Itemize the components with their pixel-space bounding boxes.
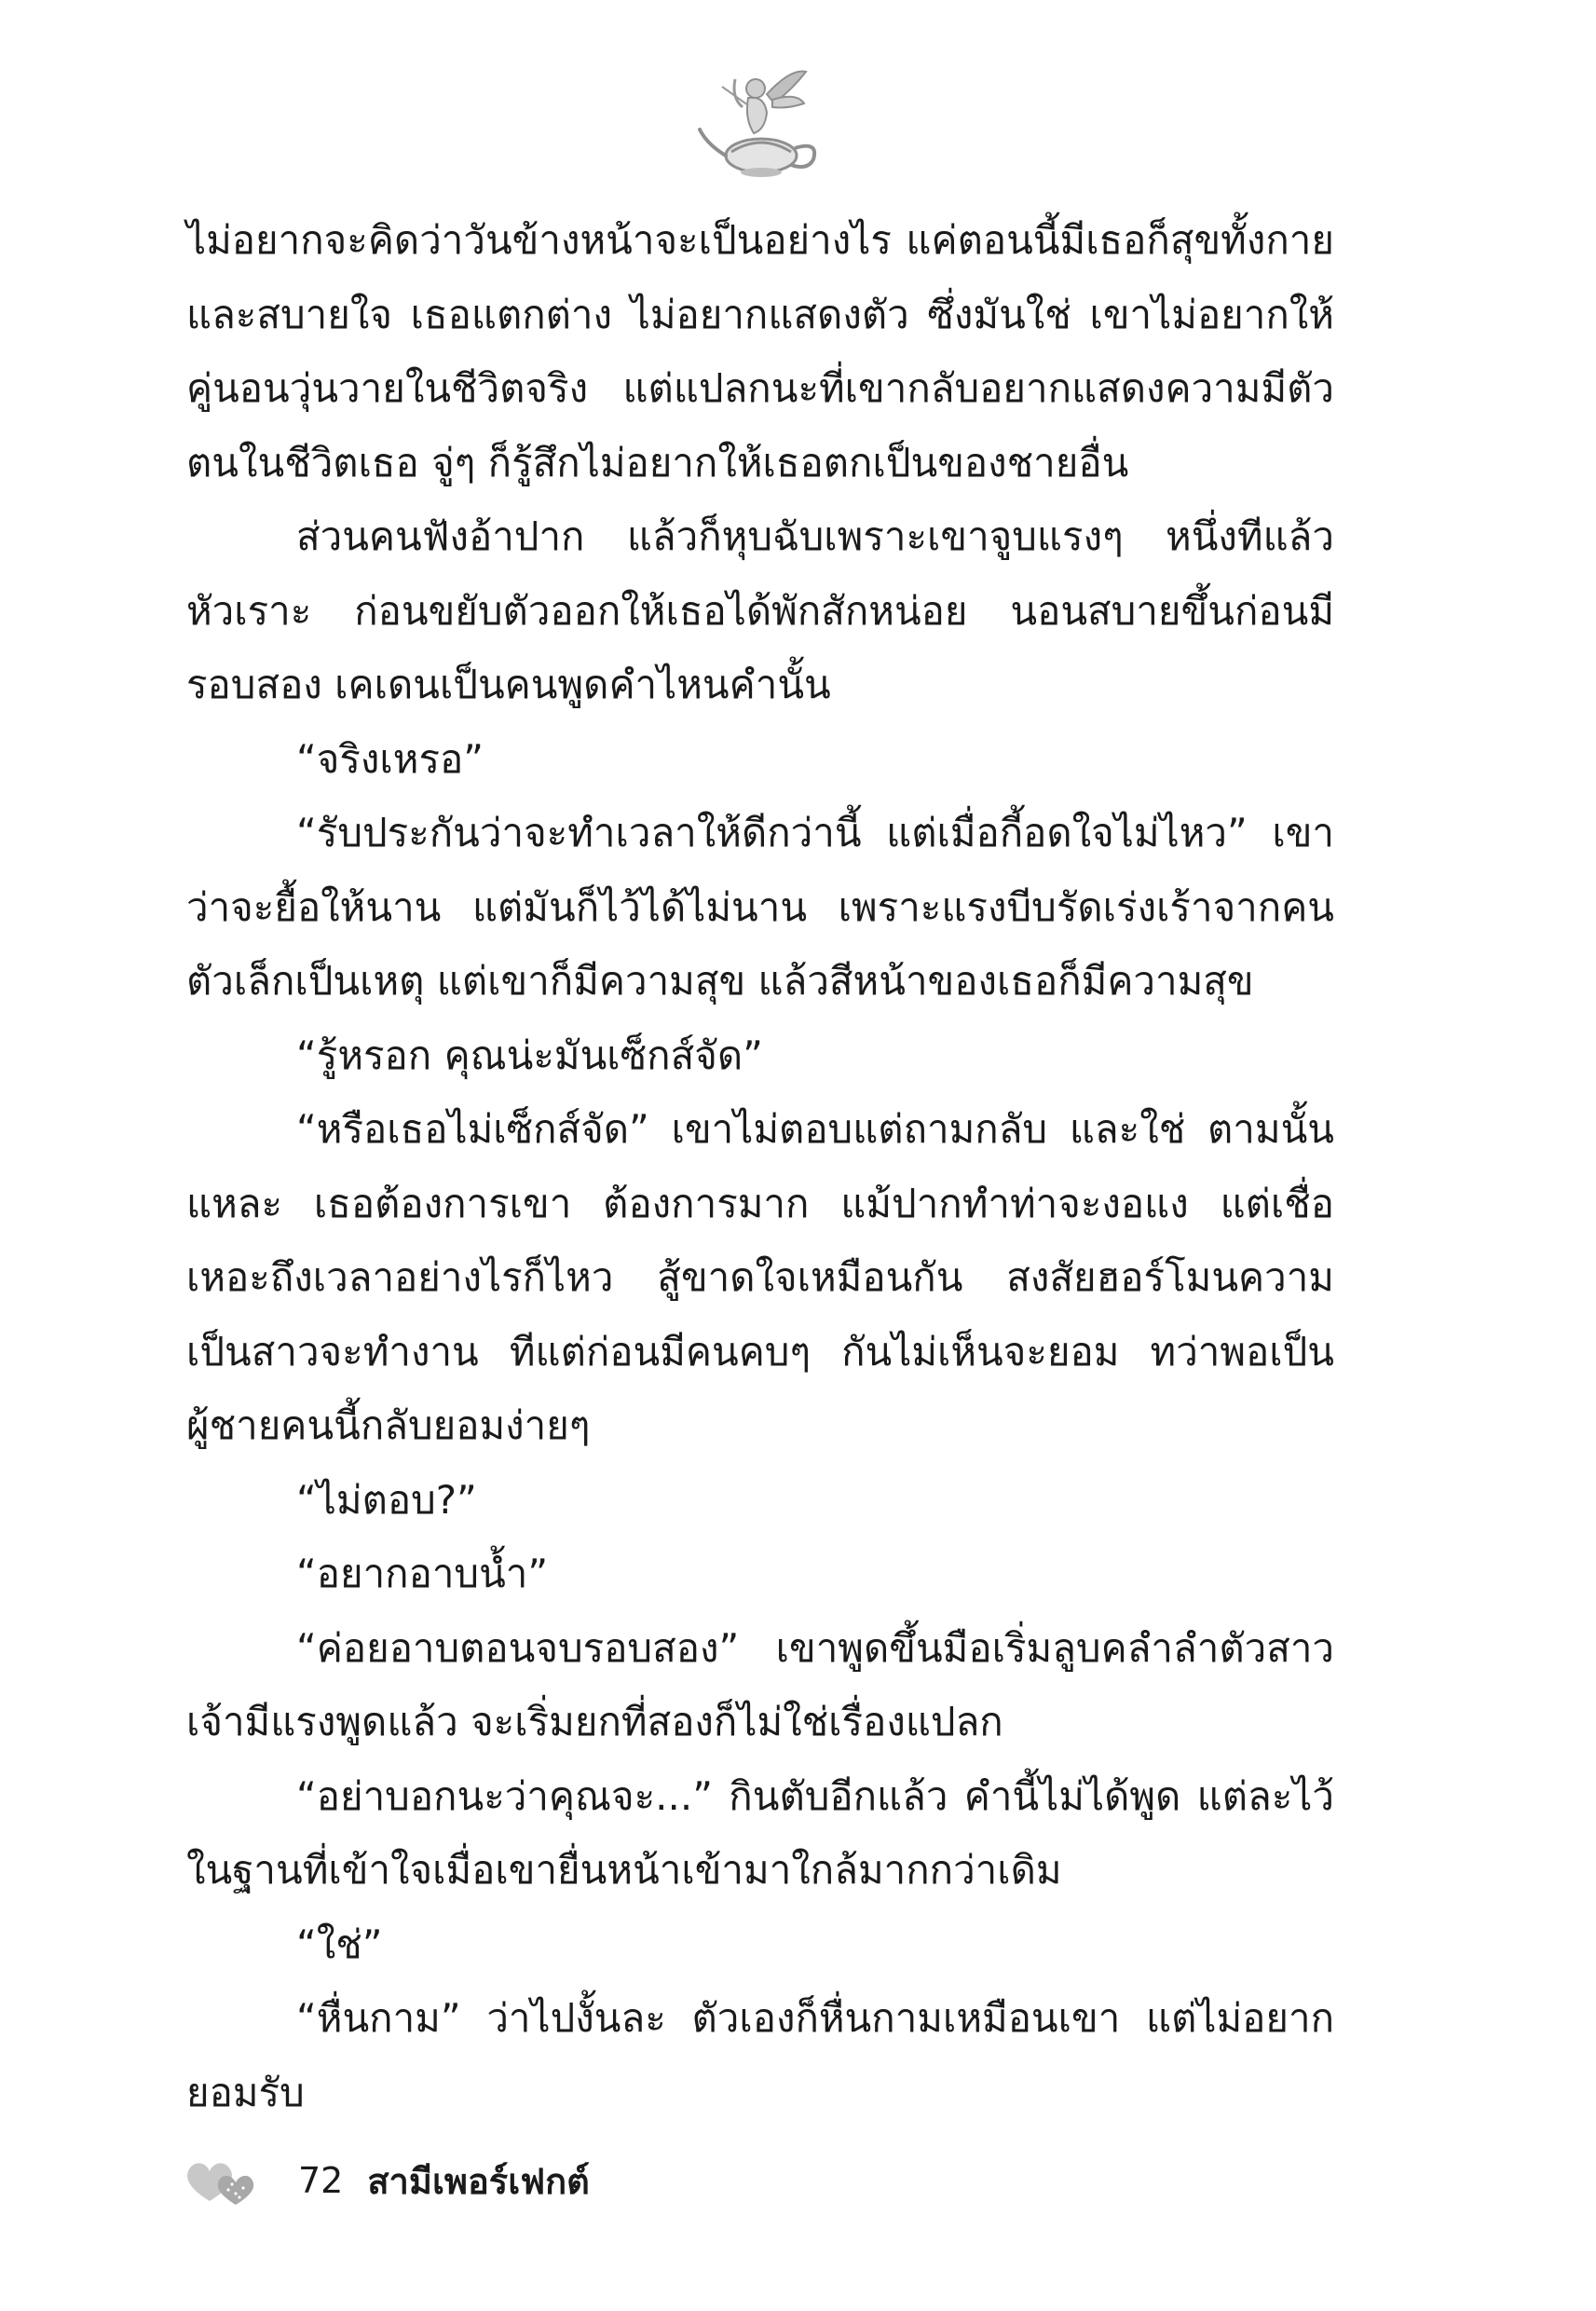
paragraph-3: “จริงเหรอ” <box>296 735 484 782</box>
book-title: สามีเพอร์เฟกต์ <box>367 2160 590 2202</box>
paragraph-5: “รู้หรอก คุณน่ะมันเซ็กส์จัด” <box>296 1032 763 1078</box>
paragraph-7: “ไม่ตอบ?” <box>296 1476 477 1523</box>
paragraph-10: “อย่าบอกนะว่าคุณจะ...” กินตับอีกแล้ว คำนี้ไม่ได้พูด แต่ละไว้ในฐานที่เข้าใจเมื่อเขายื่นหน้าเข้ามาใกล้มากกว่าเดิม <box>186 1772 1334 1893</box>
paragraph-2: ส่วนคนฟังอ้าปาก แล้วก็หุบฉับเพราะเขาจูบแรงๆ หนึ่งทีแล้วหัวเราะ ก่อนขยับตัวออกให้เธอได้พักสักหน่อย นอนสบายขึ้นก่อนมีรอบสอง เคเดนเป็นคนพูดคำไหนคำนั้น <box>186 513 1334 707</box>
paragraph-6: “หรือเธอไม่เซ็กส์จัด” เขาไม่ตอบแต่ถามกลับ และใช่ ตามนั้นแหละ เธอต้องการเขา ต้องการมาก แม้ปากทำท่าจะงอแง แต่เชื่อเหอะถึงเวลาอย่างไรก็ไหว สู้ขาดใจเหมือนกัน สงสัยฮอร์โมนความเป็นสาวจะทำงาน ทีแต่ก่อนมีคนคบๆ กันไม่เห็นจะยอม ทว่าพอเป็นผู้ชายคนนี้กลับยอมง่ายๆ <box>186 1106 1334 1448</box>
paragraph-11: “ใช่” <box>296 1921 383 1967</box>
paragraph-4: “รับประกันว่าจะทำเวลาให้ดีกว่านี้ แต่เมื่อกี้อดใจไม่ไหว” เขาว่าจะยื้อให้นาน แต่มันก็ไว้ได้ไม่นาน เพราะแรงบีบรัดเร่งเร้าจากคนตัวเล็กเป็นเหตุ แต่เขาก็มีความสุข แล้วสีหน้าของเธอก็มีความสุข <box>186 810 1334 1004</box>
teapot-cupid-emblem-icon <box>694 51 834 191</box>
body-text <box>186 203 1334 2129</box>
paragraph-12: “หื่นกาม” ว่าไปงั้นละ ตัวเองก็หื่นกามเหมือนเขา แต่ไม่อยากยอมรับ <box>186 1995 1334 2115</box>
page-footer <box>182 2153 590 2208</box>
paragraph-9: “ค่อยอาบตอนจบรอบสอง” เขาพูดขึ้นมือเริ่มลูบคลำลำตัวสาวเจ้ามีแรงพูดแล้ว จะเริ่มยกที่สองก็ไม่ใช่เรื่องแปลก <box>186 1624 1334 1744</box>
page-number: 72 <box>298 2160 344 2201</box>
hearts-ornament-icon <box>182 2153 270 2208</box>
paragraph-8: “อยากอาบน้ำ” <box>296 1551 549 1596</box>
paragraph-1: ไม่อยากจะคิดว่าวันข้างหน้าจะเป็นอย่างไร แค่ตอนนี้มีเธอก็สุขทั้งกายและสบายใจ เธอแตกต่าง ไม่อยากแสดงตัว ซึ่งมันใช่ เขาไม่อยากให้คู่นอนวุ่นวายในชีวิตจริง แต่แปลกนะที่เขากลับอยากแสดงความมีตัวตนในชีวิตเธอ จู่ๆ ก็รู้สึกไม่อยากให้เธอตกเป็นของชายอื่น <box>186 217 1334 485</box>
